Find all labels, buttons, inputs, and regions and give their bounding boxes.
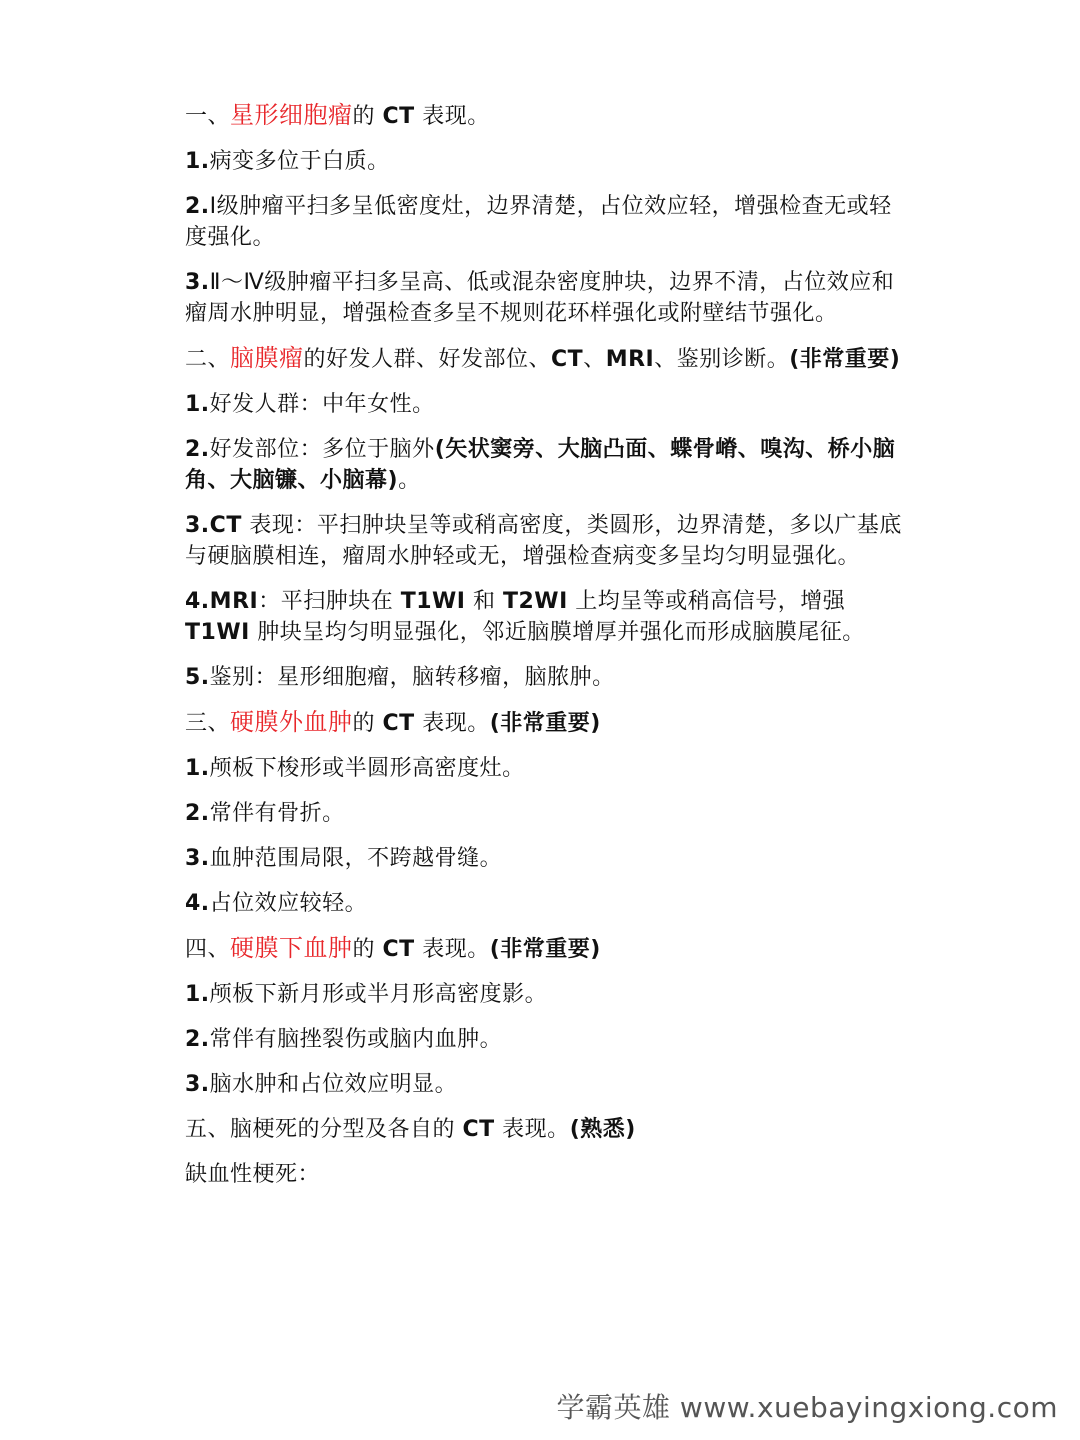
section-5-subheading [185, 1159, 905, 1190]
item-text: 病变多位于白质。 [209, 149, 390, 174]
heading-suffix: 、鉴别诊断。 [654, 347, 790, 372]
heading-note: (非常重要) [789, 347, 901, 372]
section-4-item-1 [185, 979, 905, 1010]
item-label: CT [209, 513, 242, 538]
heading-prefix: 四、 [185, 937, 231, 962]
item-text: 脑水肿和占位效应明显。 [209, 1072, 458, 1097]
heading-note: (非常重要) [489, 711, 601, 736]
section-4-item-2 [185, 1024, 905, 1055]
section-2-item-5 [185, 662, 905, 693]
section-3-item-4 [185, 888, 905, 919]
section-2-item-2 [185, 434, 905, 496]
section-3-heading [185, 707, 905, 739]
section-1-heading [185, 100, 905, 132]
item-text: 好发人群：中年女性。 [209, 392, 435, 417]
item-text: 血肿范围局限，不跨越骨缝。 [209, 846, 503, 871]
document-body [185, 100, 905, 1204]
item-number: 3. [185, 270, 210, 295]
heading-highlight: 硬膜外血肿 [230, 708, 353, 736]
item-text: Ⅰ级肿瘤平扫多呈低密度灶，边界清楚，占位效应轻，增强检查无或轻度强化。 [185, 194, 892, 250]
item-text: Ⅱ～Ⅳ级肿瘤平扫多呈高、低或混杂密度肿块，边界不清，占位效应和瘤周水肿明显，增强检查多呈不规则花环样强化或附壁结节强化。 [185, 270, 895, 326]
item-number: 2. [185, 1027, 210, 1052]
heading-text: 的 [352, 104, 376, 129]
heading-note: (非常重要) [489, 937, 601, 962]
item-text: 上均呈等或稍高信号，增强 [567, 589, 846, 614]
heading-note: (熟悉) [569, 1117, 636, 1142]
item-number: 1. [185, 756, 210, 781]
item-text: 表现：平扫肿块呈等或稍高密度，类圆形，边界清楚，多以广基底与硬脑膜相连，瘤周水肿轻或无，增强检查病变多呈均匀明显强化。 [185, 513, 902, 569]
item-text: 好发部位：多位于脑外 [209, 437, 435, 462]
item-term: T1WI [400, 589, 466, 614]
heading-suffix: 表现。 [422, 711, 490, 736]
section-2-item-1 [185, 389, 905, 420]
item-label: MRI [209, 589, 259, 614]
heading-prefix: 一、 [185, 104, 231, 129]
watermark: 学霸英雄 www.xuebayingxiong.com [556, 1391, 1058, 1424]
heading-highlight: 硬膜下血肿 [230, 934, 353, 962]
item-number: 3. [185, 513, 210, 538]
item-number: 3. [185, 1072, 210, 1097]
heading-prefix: 三、 [185, 711, 231, 736]
section-3-item-1 [185, 753, 905, 784]
heading-suffix: 表现。 [422, 104, 490, 129]
item-text: ：平扫肿块在 [258, 589, 401, 614]
heading-ct: CT [382, 104, 415, 129]
item-text: 和 [465, 589, 503, 614]
heading-text: 五、脑梗死的分型及各自的 [185, 1117, 456, 1142]
item-number: 1. [185, 982, 210, 1007]
item-text: 常伴有骨折。 [209, 801, 345, 826]
section-5-heading [185, 1114, 905, 1145]
item-number: 1. [185, 392, 210, 417]
item-parenthetical: (矢状窦旁、大脑凸面、蝶骨嵴、嗅沟、桥小脑角、大脑镰、小脑幕) [185, 437, 896, 493]
heading-ct: CT [551, 347, 584, 372]
heading-highlight: 星形细胞瘤 [230, 101, 353, 129]
heading-prefix: 二、 [185, 347, 231, 372]
item-number: 2. [185, 801, 210, 826]
item-text: 鉴别：星形细胞瘤，脑转移瘤，脑脓肿。 [209, 665, 615, 690]
item-text: 肿块呈均匀明显强化，邻近脑膜增厚并强化而形成脑膜尾征。 [249, 620, 865, 645]
item-number: 4. [185, 589, 210, 614]
item-number: 2. [185, 194, 210, 219]
item-number: 3. [185, 846, 210, 871]
item-number: 5. [185, 665, 210, 690]
heading-suffix: 表现。 [422, 937, 490, 962]
heading-ct: CT [462, 1117, 495, 1142]
heading-sep: 、 [583, 347, 606, 372]
section-3-item-2 [185, 798, 905, 829]
item-text: 占位效应较轻。 [209, 891, 368, 916]
item-term: T2WI [502, 589, 568, 614]
item-text: 颅板下梭形或半圆形高密度灶。 [209, 756, 525, 781]
item-number: 2. [185, 437, 210, 462]
heading-text: 的 [352, 937, 376, 962]
heading-mri: MRI [605, 347, 655, 372]
item-number: 4. [185, 891, 210, 916]
heading-ct: CT [382, 937, 415, 962]
item-text: 颅板下新月形或半月形高密度影。 [209, 982, 548, 1007]
heading-highlight: 脑膜瘤 [230, 344, 304, 372]
section-2-item-3 [185, 510, 905, 572]
heading-suffix: 表现。 [502, 1117, 570, 1142]
section-2-item-4 [185, 586, 905, 648]
item-number: 1. [185, 149, 210, 174]
subheading-text: 缺血性梗死： [185, 1162, 321, 1187]
item-text: 常伴有脑挫裂伤或脑内血肿。 [209, 1027, 503, 1052]
item-end: 。 [398, 468, 421, 493]
section-4-heading [185, 933, 905, 965]
section-1-item-1 [185, 146, 905, 177]
heading-ct: CT [382, 711, 415, 736]
section-4-item-3 [185, 1069, 905, 1100]
heading-text: 的好发人群、好发部位、 [303, 347, 552, 372]
section-1-item-3 [185, 267, 905, 329]
item-term: T1WI [185, 620, 250, 645]
section-3-item-3 [185, 843, 905, 874]
section-1-item-2 [185, 191, 905, 253]
heading-text: 的 [352, 711, 376, 736]
section-2-heading [185, 343, 905, 375]
